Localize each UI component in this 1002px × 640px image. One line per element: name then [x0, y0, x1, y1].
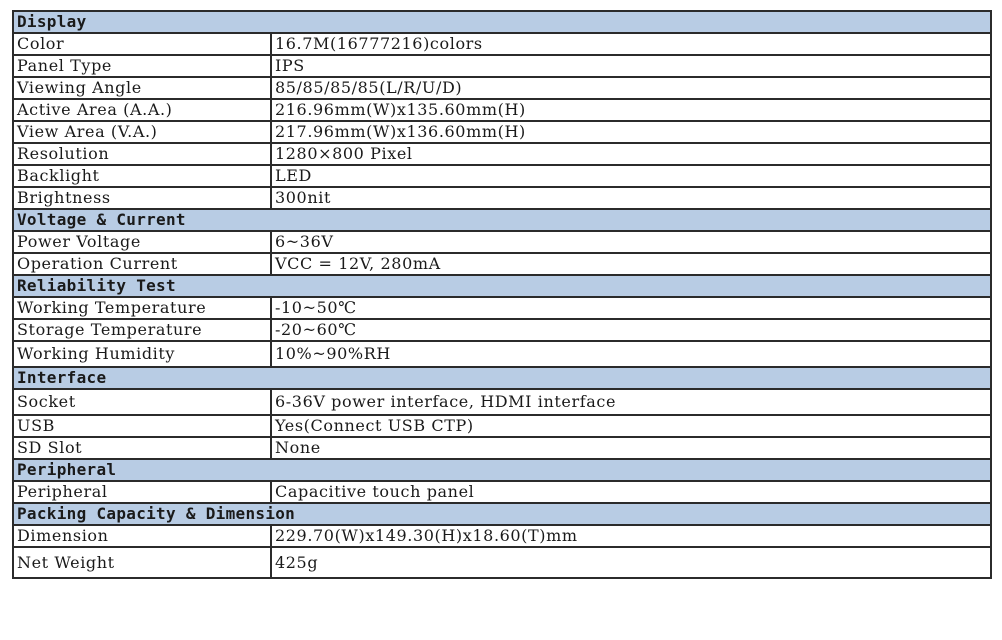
spec-value: 6-36V power interface, HDMI interface — [271, 389, 991, 415]
spec-row — [13, 525, 991, 547]
section-header-row — [13, 367, 991, 389]
spec-row — [13, 319, 991, 341]
spec-row — [13, 165, 991, 187]
spec-value: 425g — [271, 547, 991, 578]
section-header-row — [13, 459, 991, 481]
spec-row — [13, 99, 991, 121]
spec-label: Working Temperature — [13, 297, 271, 319]
spec-value: Capacitive touch panel — [271, 481, 991, 503]
section-header-row — [13, 11, 991, 33]
spec-value: VCC = 12V, 280mA — [271, 253, 991, 275]
spec-table — [12, 10, 992, 579]
section-title: Voltage & Current — [13, 209, 991, 231]
spec-row — [13, 547, 991, 578]
spec-row — [13, 437, 991, 459]
spec-value: Yes(Connect USB CTP) — [271, 415, 991, 437]
spec-row — [13, 481, 991, 503]
spec-row — [13, 121, 991, 143]
spec-value: 16.7M(16777216)colors — [271, 33, 991, 55]
section-title: Peripheral — [13, 459, 991, 481]
spec-value: 6~36V — [271, 231, 991, 253]
spec-label: Peripheral — [13, 481, 271, 503]
section-title: Reliability Test — [13, 275, 991, 297]
spec-row — [13, 253, 991, 275]
section-header-row — [13, 503, 991, 525]
section-title: Interface — [13, 367, 991, 389]
section-header-row — [13, 275, 991, 297]
spec-value: IPS — [271, 55, 991, 77]
spec-label: Operation Current — [13, 253, 271, 275]
spec-label: USB — [13, 415, 271, 437]
spec-row — [13, 187, 991, 209]
spec-row — [13, 55, 991, 77]
section-title: Packing Capacity & Dimension — [13, 503, 991, 525]
spec-label: Net Weight — [13, 547, 271, 578]
spec-value: 300nit — [271, 187, 991, 209]
spec-value: LED — [271, 165, 991, 187]
spec-label: SD Slot — [13, 437, 271, 459]
spec-label: Active Area (A.A.) — [13, 99, 271, 121]
spec-table-body — [13, 11, 991, 578]
spec-label: Viewing Angle — [13, 77, 271, 99]
spec-label: Color — [13, 33, 271, 55]
spec-row — [13, 389, 991, 415]
spec-row — [13, 77, 991, 99]
spec-row — [13, 33, 991, 55]
section-header-row — [13, 209, 991, 231]
spec-row — [13, 341, 991, 367]
spec-label: Storage Temperature — [13, 319, 271, 341]
spec-label: Backlight — [13, 165, 271, 187]
spec-value: 216.96mm(W)x135.60mm(H) — [271, 99, 991, 121]
spec-row — [13, 415, 991, 437]
spec-value: 217.96mm(W)x136.60mm(H) — [271, 121, 991, 143]
spec-label: Resolution — [13, 143, 271, 165]
spec-label: Socket — [13, 389, 271, 415]
spec-value: 85/85/85/85(L/R/U/D) — [271, 77, 991, 99]
spec-label: View Area (V.A.) — [13, 121, 271, 143]
spec-row — [13, 143, 991, 165]
spec-value: None — [271, 437, 991, 459]
section-title: Display — [13, 11, 991, 33]
spec-value: 1280×800 Pixel — [271, 143, 991, 165]
spec-value: -10~50℃ — [271, 297, 991, 319]
spec-row — [13, 297, 991, 319]
spec-label: Working Humidity — [13, 341, 271, 367]
spec-row — [13, 231, 991, 253]
spec-value: 229.70(W)x149.30(H)x18.60(T)mm — [271, 525, 991, 547]
spec-label: Brightness — [13, 187, 271, 209]
spec-value: -20~60℃ — [271, 319, 991, 341]
spec-label: Panel Type — [13, 55, 271, 77]
spec-label: Power Voltage — [13, 231, 271, 253]
spec-value: 10%~90%RH — [271, 341, 991, 367]
spec-label: Dimension — [13, 525, 271, 547]
